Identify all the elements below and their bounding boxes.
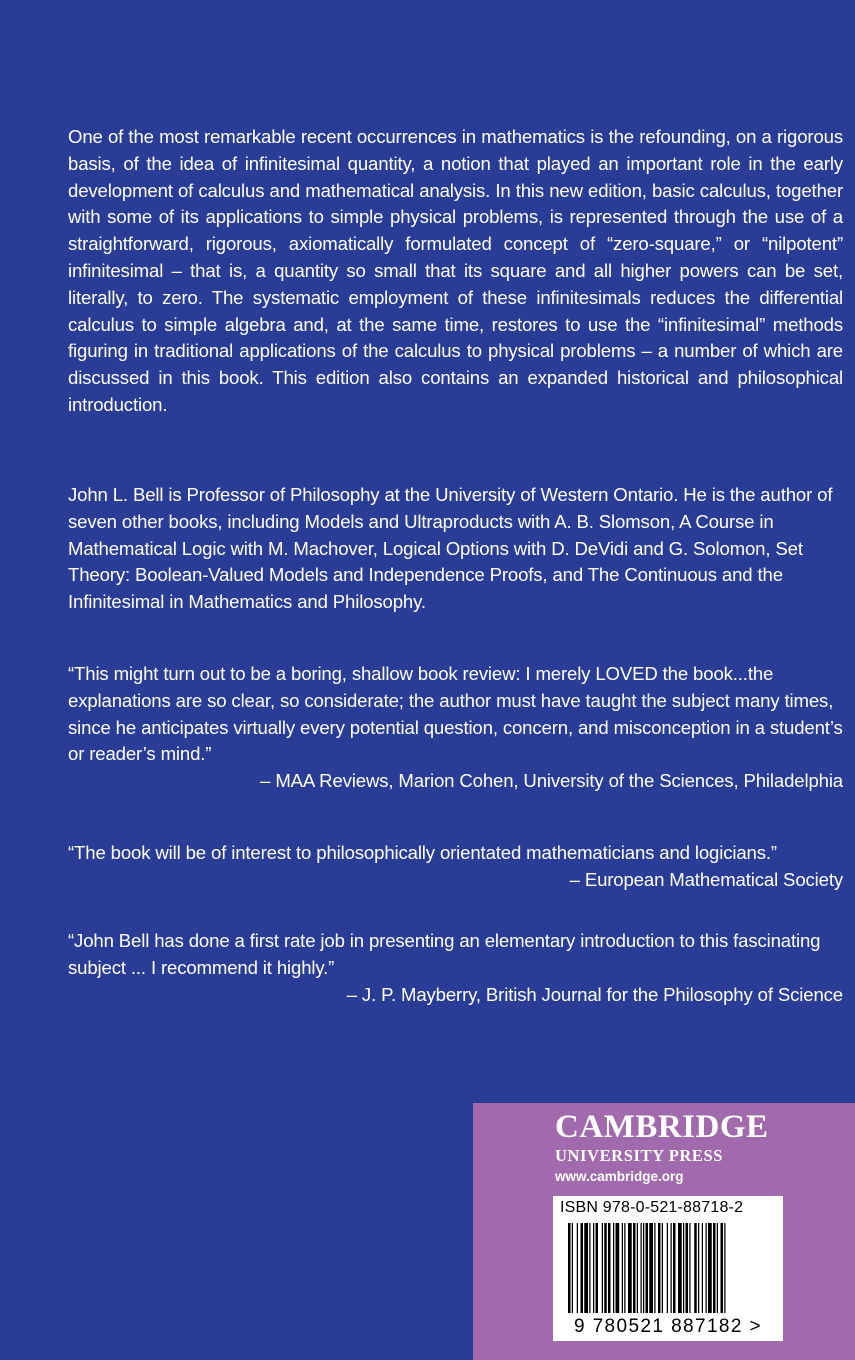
barcode-bar xyxy=(671,1223,672,1313)
review-quote: “The book will be of interest to philosophically orientated mathematicians and logicians.” xyxy=(68,842,777,863)
barcode-box xyxy=(553,1196,783,1341)
publisher-url: www.cambridge.org xyxy=(555,1169,684,1184)
barcode-bar xyxy=(633,1223,636,1313)
barcode-bar xyxy=(724,1223,725,1313)
barcode-bars xyxy=(562,1223,774,1315)
book-description xyxy=(68,124,843,419)
barcode-bar xyxy=(608,1223,611,1313)
barcode-bar xyxy=(683,1223,684,1313)
review-attribution: – MAA Reviews, Marion Cohen, University of the Sciences, Philadelphia xyxy=(260,770,843,792)
barcode-bar xyxy=(622,1223,623,1313)
barcode-bar xyxy=(717,1223,718,1313)
barcode-bar xyxy=(581,1223,584,1313)
barcode-bar xyxy=(706,1223,707,1313)
review-1 xyxy=(68,661,843,795)
barcode-bar xyxy=(654,1223,655,1313)
review-quote: “This might turn out to be a boring, shallow book review: I merely LOVED the book...the explanations are so clear, so considerate; the author must have taught the subject many times, since he anticipates virtually every potential question, concern, and misconception in a student’s or reader’s mind.” xyxy=(68,663,843,765)
barcode-bar xyxy=(694,1223,697,1313)
barcode-bar xyxy=(596,1223,599,1313)
barcode-bar xyxy=(628,1223,632,1313)
barcode-bar xyxy=(637,1223,638,1313)
barcode-bar xyxy=(658,1223,661,1313)
barcode-digits: 9 780521 887182 > xyxy=(573,1316,763,1337)
review-attribution: – European Mathematical Society xyxy=(569,868,843,890)
barcode-bar xyxy=(616,1223,620,1313)
barcode-bar xyxy=(689,1223,690,1313)
barcode-bar xyxy=(686,1223,689,1313)
barcode-bar xyxy=(568,1223,571,1313)
barcode-bar xyxy=(572,1223,573,1313)
barcode-bar xyxy=(604,1223,607,1313)
barcode-bar xyxy=(624,1223,625,1313)
review-2 xyxy=(68,840,843,894)
barcode-bar xyxy=(721,1223,724,1313)
publisher-name: CAMBRIDGE xyxy=(555,1109,769,1145)
barcode-bar xyxy=(589,1223,590,1313)
publisher-subtitle: UNIVERSITY PRESS xyxy=(555,1146,724,1165)
barcode-bar xyxy=(584,1223,588,1313)
barcode-bar xyxy=(662,1223,663,1313)
barcode-bar xyxy=(643,1223,644,1313)
barcode-bar xyxy=(708,1223,712,1313)
review-quote: “John Bell has done a first rate job in presenting an elementary introduction to this fascinating subject ... I recommend it highly.” xyxy=(68,930,821,978)
barcode-bar xyxy=(667,1223,668,1313)
description-text: One of the most remarkable recent occurrences in mathematics is the refounding, on a rigorous basis, of the idea of infinitesimal quantity, a notion that played an important role in the early development of calculus and mathematical analysis. In this new edition, basic calculus, together with some of its applications to simple physical problems, is represented through the use of a straightforward, rigorous, axiomatically formulated concept of “zero-square,” or “nilpotent” infinitesimal – that is, a quantity so small that its square and all higher powers can be set, literally, to zero. The systematic employment of these infinitesimals reduces the differential calculus to simple algebra and, at the same time, restores to use the “infinitesimal” methods figuring in traditional applications of the calculus to physical problems – a number of which are discussed in this book. This edition also contains an expanded historical and philosophical introduction. xyxy=(68,126,843,415)
barcode-bar xyxy=(673,1223,676,1313)
review-attribution: – J. P. Mayberry, British Journal for the Philosophy of Science xyxy=(346,983,843,1005)
review-3 xyxy=(68,928,843,1008)
barcode-bar xyxy=(593,1223,594,1313)
author-bio-text: John L. Bell is Professor of Philosophy at the University of Western Ontario. He is the author of seven other books, including Models and Ultraproducts with A. B. Slomson, A Course in Mathematical Logic with M. Machover, Logical Options with D. DeVidi and G. Solomon, Set Theory: Boolean-Valued Models and Independence Proofs, and The Continuous and the Infinitesimal in Mathematics and Philosophy. xyxy=(68,484,833,613)
barcode-bar xyxy=(649,1223,653,1313)
isbn-label: ISBN 978-0-521-88718-2 xyxy=(560,1199,744,1216)
barcode-bar xyxy=(641,1223,642,1313)
barcode-bar xyxy=(698,1223,699,1313)
barcode-bar xyxy=(602,1223,603,1313)
author-bio xyxy=(68,482,843,616)
barcode-bar xyxy=(702,1223,703,1313)
barcode-bar xyxy=(713,1223,716,1313)
publisher-panel xyxy=(473,1103,855,1360)
barcode-bar xyxy=(613,1223,614,1313)
barcode-bar xyxy=(678,1223,682,1313)
barcode-bar xyxy=(646,1223,649,1313)
barcode-bar xyxy=(577,1223,578,1313)
